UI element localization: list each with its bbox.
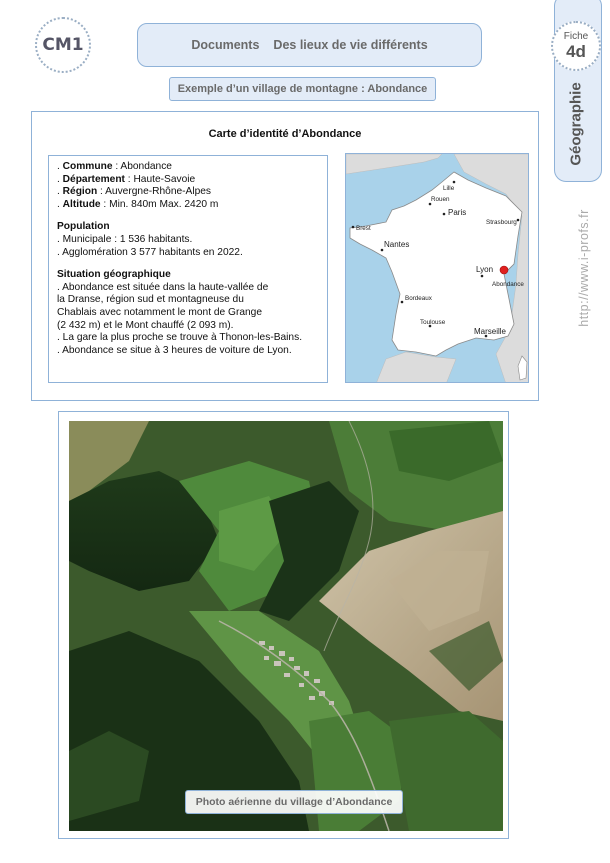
id-card-title: Carte d’identité d’Abondance: [208, 128, 362, 140]
info-box: [48, 155, 328, 383]
city-label-marseille: Marseille: [474, 327, 507, 336]
page-subtitle: [169, 77, 436, 101]
city-label-bordeaux: Bordeaux: [405, 295, 432, 302]
fact-altitude: [57, 199, 319, 212]
abondance-marker: [500, 266, 508, 274]
photo-caption: [185, 790, 403, 814]
fiche-label: Fiche: [563, 31, 589, 42]
photo-caption-text: Photo aérienne du village d’Abondance: [195, 796, 393, 808]
fact-departement: [57, 174, 319, 187]
fact-label: Commune: [62, 161, 113, 172]
city-label-nantes: Nantes: [384, 240, 410, 249]
title-part1: Documents: [191, 38, 260, 52]
fact-commune: [57, 161, 319, 174]
title-part2: Des lieux de vie différents: [273, 38, 428, 52]
city-dot: [443, 213, 446, 216]
city-label-rouen: Rouen: [431, 196, 450, 203]
fact-bullet: .: [57, 173, 63, 185]
fiche-number: 4d: [566, 42, 586, 61]
situation-line: Chablais avec notamment le mont de Grange: [57, 306, 262, 318]
situation-line: . Abondance se situe à 3 heures de voiture de Lyon.: [57, 344, 292, 356]
aerial-photo-art: [69, 421, 503, 831]
id-card: [31, 111, 539, 401]
fact-label: Département: [62, 173, 125, 185]
page-title: [137, 23, 482, 67]
level-label: CM1: [42, 35, 84, 55]
level-badge: [35, 17, 91, 73]
city-label-strasbourg: Strasbourg: [486, 219, 517, 226]
fact-region: [57, 186, 319, 199]
fact-label: Altitude: [62, 198, 101, 210]
city-label-abondance: Abondance: [492, 281, 524, 288]
population-line: . Agglomération 3 577 habitants en 2022.: [57, 246, 243, 258]
subtitle-text: Exemple d’un village de montagne : Abondance: [177, 83, 428, 95]
map-uk: [346, 154, 442, 174]
fact-value: : Abondance: [112, 161, 172, 172]
city-label-toulouse: Toulouse: [420, 319, 446, 326]
fact-bullet: .: [57, 198, 63, 210]
aerial-photo: [69, 421, 503, 831]
city-dot: [517, 219, 520, 222]
city-label-lyon: Lyon: [476, 265, 494, 274]
city-label-brest: Brest: [356, 225, 371, 232]
city-label-lille: Lille: [443, 185, 455, 192]
city-dot: [401, 301, 404, 304]
situation-line: (2 432 m) et le Mont chauffé (2 093 m).: [57, 319, 234, 331]
fact-value: : Haute-Savoie: [124, 173, 196, 185]
fact-bullet: .: [57, 161, 63, 172]
fiche-badge: [551, 21, 601, 71]
city-dot: [453, 181, 456, 184]
situation-line: . La gare la plus proche se trouve à Thonon-les-Bains.: [57, 332, 303, 344]
population-line: . Municipale : 1 536 habitants.: [57, 233, 193, 245]
france-map-svg: [346, 154, 529, 383]
situation-line: la Dranse, région sud et montagneuse du: [57, 294, 244, 306]
fact-label: Région: [62, 186, 98, 198]
map-spain: [376, 352, 456, 383]
situation-line: . Abondance est située dans la haute-vallée de: [57, 281, 269, 293]
city-label-paris: Paris: [448, 208, 467, 217]
city-dot: [481, 275, 484, 278]
fact-value: : Auvergne-Rhône-Alpes: [97, 186, 212, 198]
france-map: [345, 153, 529, 383]
fact-bullet: .: [57, 186, 63, 198]
subject-label: Géographie: [567, 82, 585, 166]
city-dot: [429, 203, 432, 206]
situation-heading: Situation géographique: [57, 269, 171, 281]
photo-frame: [58, 411, 509, 839]
city-dot: [352, 226, 355, 229]
city-dot: [381, 249, 384, 252]
fact-value: : Min. 840m Max. 2420 m: [100, 198, 219, 210]
site-url[interactable]: http://www.i-profs.fr: [577, 209, 591, 327]
population-heading: Population: [57, 221, 110, 233]
